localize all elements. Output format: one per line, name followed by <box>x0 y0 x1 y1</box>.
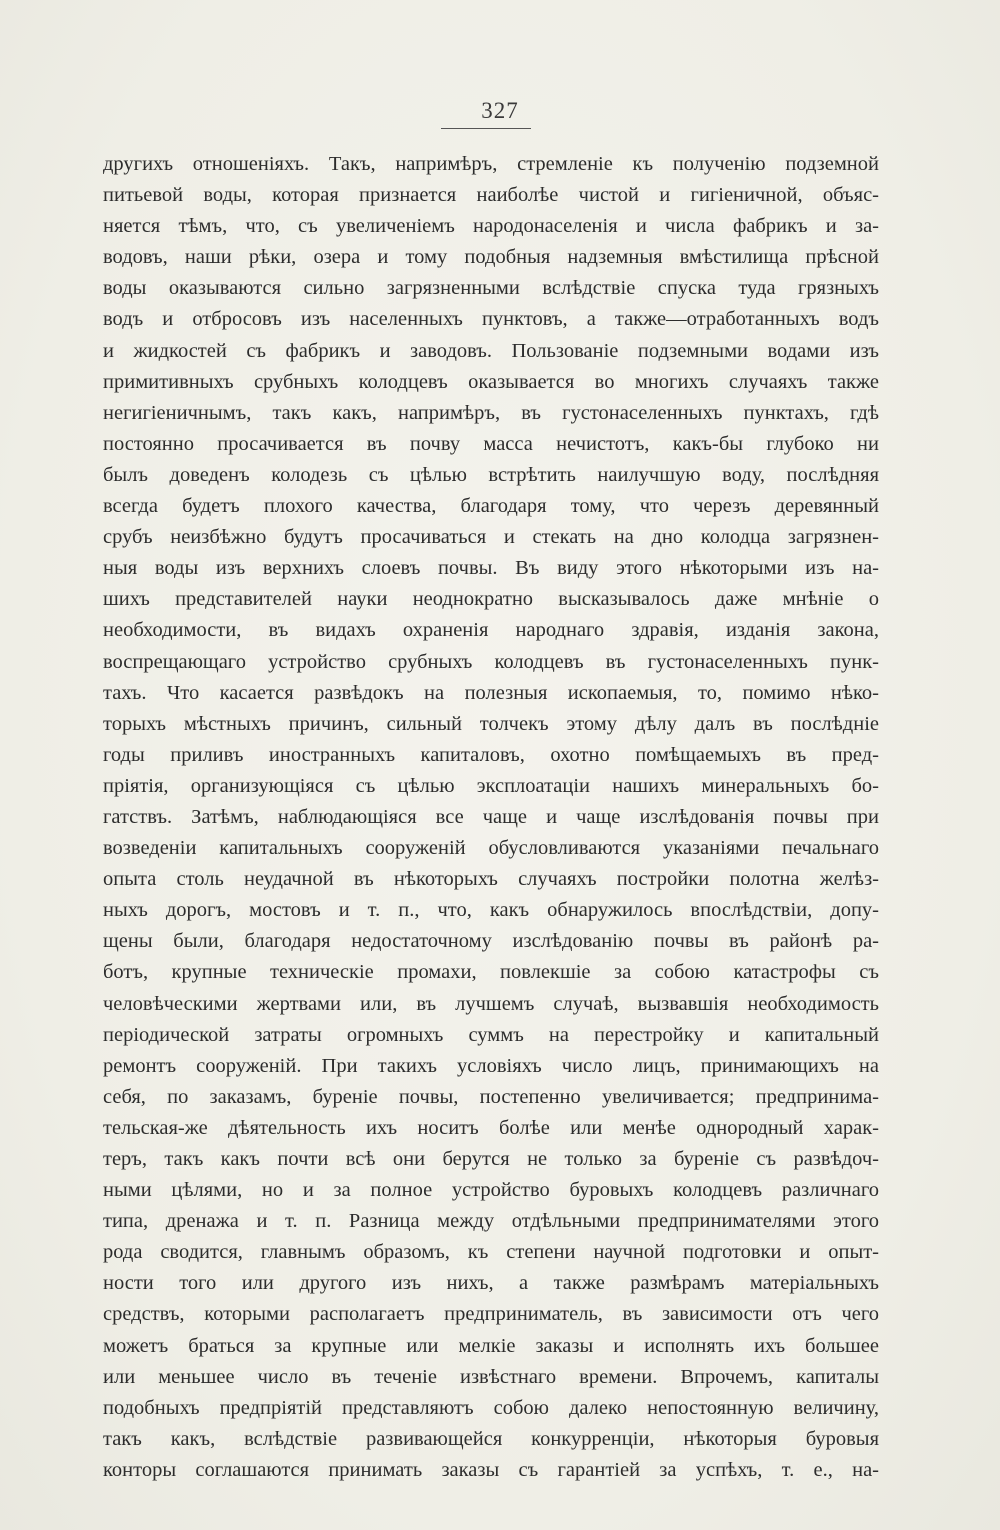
text-line: гатствъ. Затѣмъ, наблюдающіяся все чаще и чаще изслѣдованія почвы при <box>103 805 879 828</box>
text-line: ными цѣлями, но и за полное устройство буровыхъ колодцевъ различнаго <box>103 1179 879 1202</box>
text-line: былъ доведенъ колодезь съ цѣлью встрѣтить наилучшую воду, послѣдняя <box>103 463 879 486</box>
text-line: ныхъ дорогъ, мостовъ и т. п., что, какъ обнаружилось впослѣдствіи, допу- <box>103 899 879 922</box>
text-line: возведеніи капитальныхъ сооруженій обусловливаются указаніями печальнаго <box>103 837 879 860</box>
text-line: шихъ представителей науки неоднократно высказывалось даже мнѣніе о <box>103 588 879 611</box>
text-line: торыхъ мѣстныхъ причинъ, сильный толчекъ этому дѣлу далъ въ послѣдніе <box>103 712 879 735</box>
text-line: ботъ, крупные техническіе промахи, повлекшіе за собою катастрофы съ <box>103 961 879 984</box>
text-line: себя, по заказамъ, буреніе почвы, постепенно увеличивается; предпринима- <box>103 1085 879 1108</box>
text-line: водъ и отбросовъ изъ населенныхъ пунктовъ, а также—отработанныхъ водъ <box>103 308 879 331</box>
text-line: средствъ, которыми располагаетъ предприниматель, въ зависимости отъ чего <box>103 1303 879 1326</box>
text-line: періодической затраты огромныхъ суммъ на перестройку и капитальный <box>103 1023 879 1046</box>
text-line: годы приливъ иностранныхъ капиталовъ, охотно помѣщаемыхъ въ пред- <box>103 743 879 766</box>
text-line: воды оказываются сильно загрязненными вслѣдствіе спуска туда грязныхъ <box>103 277 879 300</box>
text-line: типа, дренажа и т. п. Разница между отдѣльными предпринимателями этого <box>103 1210 879 1233</box>
text-line: питьевой воды, которая признается наиболѣе чистой и гигіеничной, объяс- <box>103 184 879 207</box>
text-line: щены были, благодаря недостаточному изслѣдованію почвы въ районѣ ра- <box>103 930 879 953</box>
body-text <box>103 149 879 1486</box>
text-line: подобныхъ предпріятій представляютъ собою далеко непостоянную величину, <box>103 1396 879 1419</box>
text-line: тахъ. Что касается развѣдокъ на полезныя ископаемыя, то, помимо нѣко- <box>103 681 879 704</box>
text-line: человѣческими жертвами или, въ лучшемъ случаѣ, вызвавшія необходимость <box>103 992 879 1015</box>
text-line: такъ какъ, вслѣдствіе развивающейся конкурренціи, нѣкоторыя буровыя <box>103 1427 879 1450</box>
text-line: рода сводится, главнымъ образомъ, къ степени научной подготовки и опыт- <box>103 1241 879 1264</box>
text-line: и жидкостей съ фабрикъ и заводовъ. Пользованіе подземными водами изъ <box>103 339 879 362</box>
text-line: водовъ, наши рѣки, озера и тому подобныя надземныя вмѣстилища прѣсной <box>103 246 879 269</box>
text-line: конторы соглашаются принимать заказы съ гарантіей за успѣхъ, т. е., на- <box>103 1458 879 1481</box>
text-line: опыта столь неудачной въ нѣкоторыхъ случаяхъ постройки полотна желѣз- <box>103 868 879 891</box>
text-line: или меньшее число въ теченіе извѣстнаго времени. Впрочемъ, капиталы <box>103 1365 879 1388</box>
text-line: ныя воды изъ верхнихъ слоевъ почвы. Въ виду этого нѣкоторыми изъ на- <box>103 557 879 580</box>
text-line: можетъ браться за крупные или мелкіе заказы и исполнять ихъ большее <box>103 1334 879 1357</box>
text-line: воспрещающаго устройство срубныхъ колодцевъ въ густонаселенныхъ пунк- <box>103 650 879 673</box>
text-line: срубъ неизбѣжно будутъ просачиваться и стекать на дно колодца загрязнен- <box>103 526 879 549</box>
text-line: пріятія, организующіяся съ цѣлью эксплоатаціи нашихъ минеральныхъ бо- <box>103 774 879 797</box>
text-line: ремонтъ сооруженій. При такихъ условіяхъ число лицъ, принимающихъ на <box>103 1054 879 1077</box>
text-line: тельская-же дѣятельность ихъ носитъ болѣе или менѣе однородный харак- <box>103 1116 879 1139</box>
text-line: ности того или другого изъ нихъ, а также размѣрамъ матеріальныхъ <box>103 1272 879 1295</box>
text-line: примитивныхъ срубныхъ колодцевъ оказывается во многихъ случаяхъ также <box>103 370 879 393</box>
text-line: необходимости, въ видахъ охраненія народнаго здравія, изданія закона, <box>103 619 879 642</box>
page-number-rule <box>441 128 531 129</box>
text-line: няется тѣмъ, что, съ увеличеніемъ народонаселенія и числа фабрикъ и за- <box>103 215 879 238</box>
text-line: теръ, такъ какъ почти всѣ они берутся не только за буреніе съ развѣдоч- <box>103 1148 879 1170</box>
page-number: 327 <box>481 98 519 123</box>
text-line: негигіеничнымъ, такъ какъ, напримѣръ, въ густонаселенныхъ пунктахъ, гдѣ <box>103 401 879 424</box>
text-line: другихъ отношеніяхъ. Такъ, напримѣръ, стремленіе къ полученію подземной <box>103 153 879 175</box>
text-line: постоянно просачивается въ почву масса нечистотъ, какъ-бы глубоко ни <box>103 432 879 455</box>
text-line: всегда будетъ плохого качества, благодаря тому, что черезъ деревянный <box>103 495 879 518</box>
